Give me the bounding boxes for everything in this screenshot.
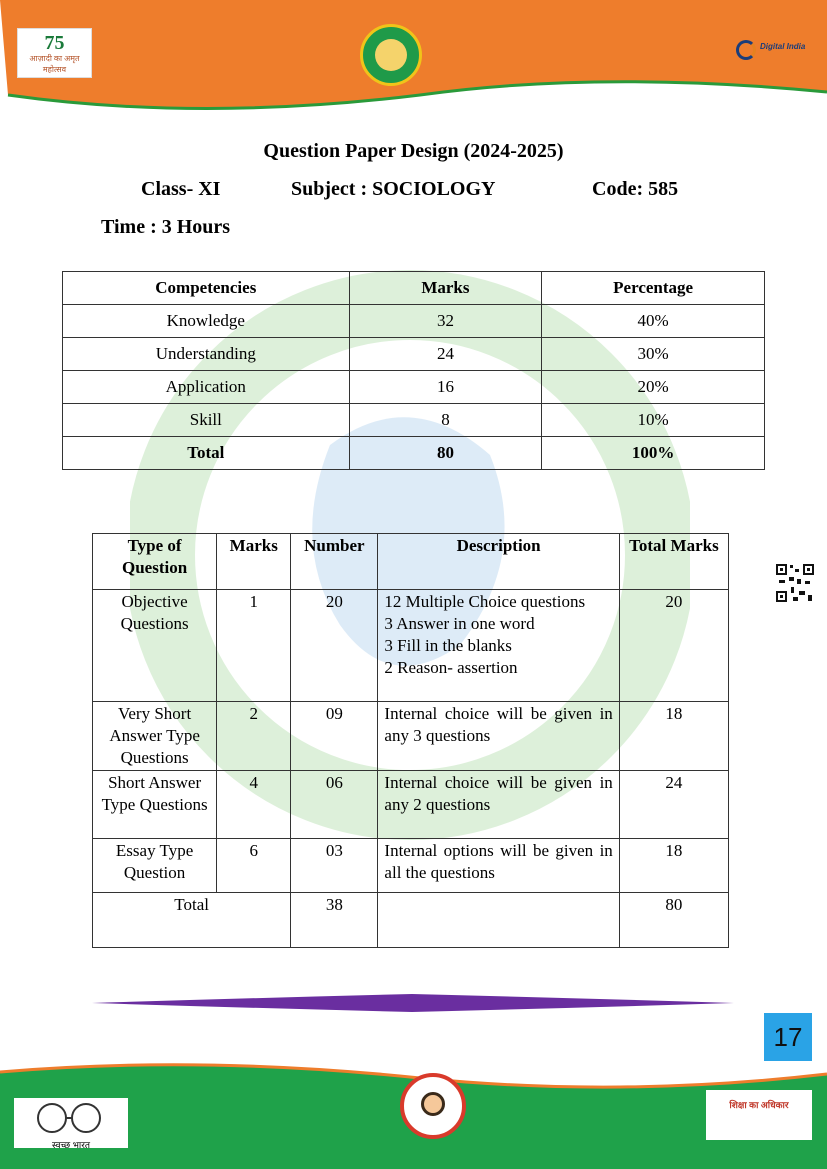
marks-cell: 1 <box>217 590 291 702</box>
table-cell: Application <box>63 371 350 404</box>
total-marks-cell: 24 <box>619 771 728 839</box>
table-header-row <box>93 534 729 590</box>
description-cell: Internal choice will be given in any 2 questions <box>378 771 619 839</box>
competency-table <box>62 271 765 470</box>
table-cell: 80 <box>349 437 542 470</box>
total-marks-cell: 20 <box>619 590 728 702</box>
board-seal-logo <box>360 24 422 86</box>
table-row <box>63 305 765 338</box>
time-label: Time : 3 Hours <box>101 216 231 238</box>
code-label: Code: 585 <box>592 178 679 200</box>
column-header: Marks <box>217 534 291 590</box>
table-row <box>93 839 729 893</box>
subject-label: Subject : SOCIOLOGY <box>291 178 496 200</box>
description-cell: Internal options will be given in all the questions <box>378 839 619 893</box>
table-cell: Total <box>63 437 350 470</box>
table-row <box>93 771 729 839</box>
number-cell: 06 <box>291 771 378 839</box>
column-header: Total Marks <box>619 534 728 590</box>
table-cell: Understanding <box>63 338 350 371</box>
table-cell: 24 <box>349 338 542 371</box>
question-type-cell: Objective Questions <box>93 590 217 702</box>
number-cell: 20 <box>291 590 378 702</box>
column-header: Competencies <box>63 272 350 305</box>
table-row <box>63 338 765 371</box>
total-marks-cell: 18 <box>619 839 728 893</box>
total-label-cell: Total <box>93 893 291 948</box>
table-total-row <box>63 437 765 470</box>
column-header: Type of Question <box>93 534 217 590</box>
description-line: 3 Fill in the blanks <box>384 636 512 655</box>
column-header: Description <box>378 534 619 590</box>
class-label: Class- XI <box>141 178 221 200</box>
marks-cell: 6 <box>217 839 291 893</box>
question-type-table <box>92 533 729 948</box>
description-line: 3 Answer in one word <box>384 614 535 633</box>
table-cell: 8 <box>349 404 542 437</box>
description-line: 12 Multiple Choice questions <box>384 592 586 611</box>
description-cell <box>378 590 619 702</box>
table-cell: 40% <box>542 305 765 338</box>
decorative-divider-bar <box>92 993 734 1013</box>
number-cell: 09 <box>291 702 378 771</box>
azadi-ka-amrit-mahotsav-logo: 75 आज़ादी का अमृत महोत्सव <box>17 28 92 78</box>
table-header-row <box>63 272 765 305</box>
question-type-cell: Essay Type Question <box>93 839 217 893</box>
table-cell: 10% <box>542 404 765 437</box>
table-total-row <box>93 893 729 948</box>
description-line: 2 Reason- assertion <box>384 658 518 677</box>
column-header: Marks <box>349 272 542 305</box>
document-title: Question Paper Design (2024-2025) <box>263 140 564 162</box>
page-number: 17 <box>764 1013 812 1061</box>
description-cell <box>378 893 619 948</box>
table-cell: 16 <box>349 371 542 404</box>
number-cell: 38 <box>291 893 378 948</box>
total-marks-cell: 80 <box>619 893 728 948</box>
swachh-bharat-logo: स्वच्छ भारत <box>14 1098 128 1148</box>
table-cell: 20% <box>542 371 765 404</box>
table-row <box>93 702 729 771</box>
beti-bachao-logo <box>400 1073 466 1139</box>
table-row <box>63 404 765 437</box>
description-cell: Internal choice will be given in any 3 questions <box>378 702 619 771</box>
question-type-cell: Very Short Answer Type Questions <box>93 702 217 771</box>
qr-code <box>775 563 815 603</box>
digital-india-logo: Digital India <box>736 38 806 68</box>
number-cell: 03 <box>291 839 378 893</box>
table-row <box>63 371 765 404</box>
marks-cell: 4 <box>217 771 291 839</box>
table-row <box>93 590 729 702</box>
total-marks-cell: 18 <box>619 702 728 771</box>
question-type-cell: Short Answer Type Questions <box>93 771 217 839</box>
table-cell: 32 <box>349 305 542 338</box>
table-cell: Skill <box>63 404 350 437</box>
right-to-education-logo: शिक्षा का अधिकार <box>706 1090 812 1140</box>
column-header: Number <box>291 534 378 590</box>
marks-cell: 2 <box>217 702 291 771</box>
table-cell: 100% <box>542 437 765 470</box>
table-cell: 30% <box>542 338 765 371</box>
table-cell: Knowledge <box>63 305 350 338</box>
column-header: Percentage <box>542 272 765 305</box>
